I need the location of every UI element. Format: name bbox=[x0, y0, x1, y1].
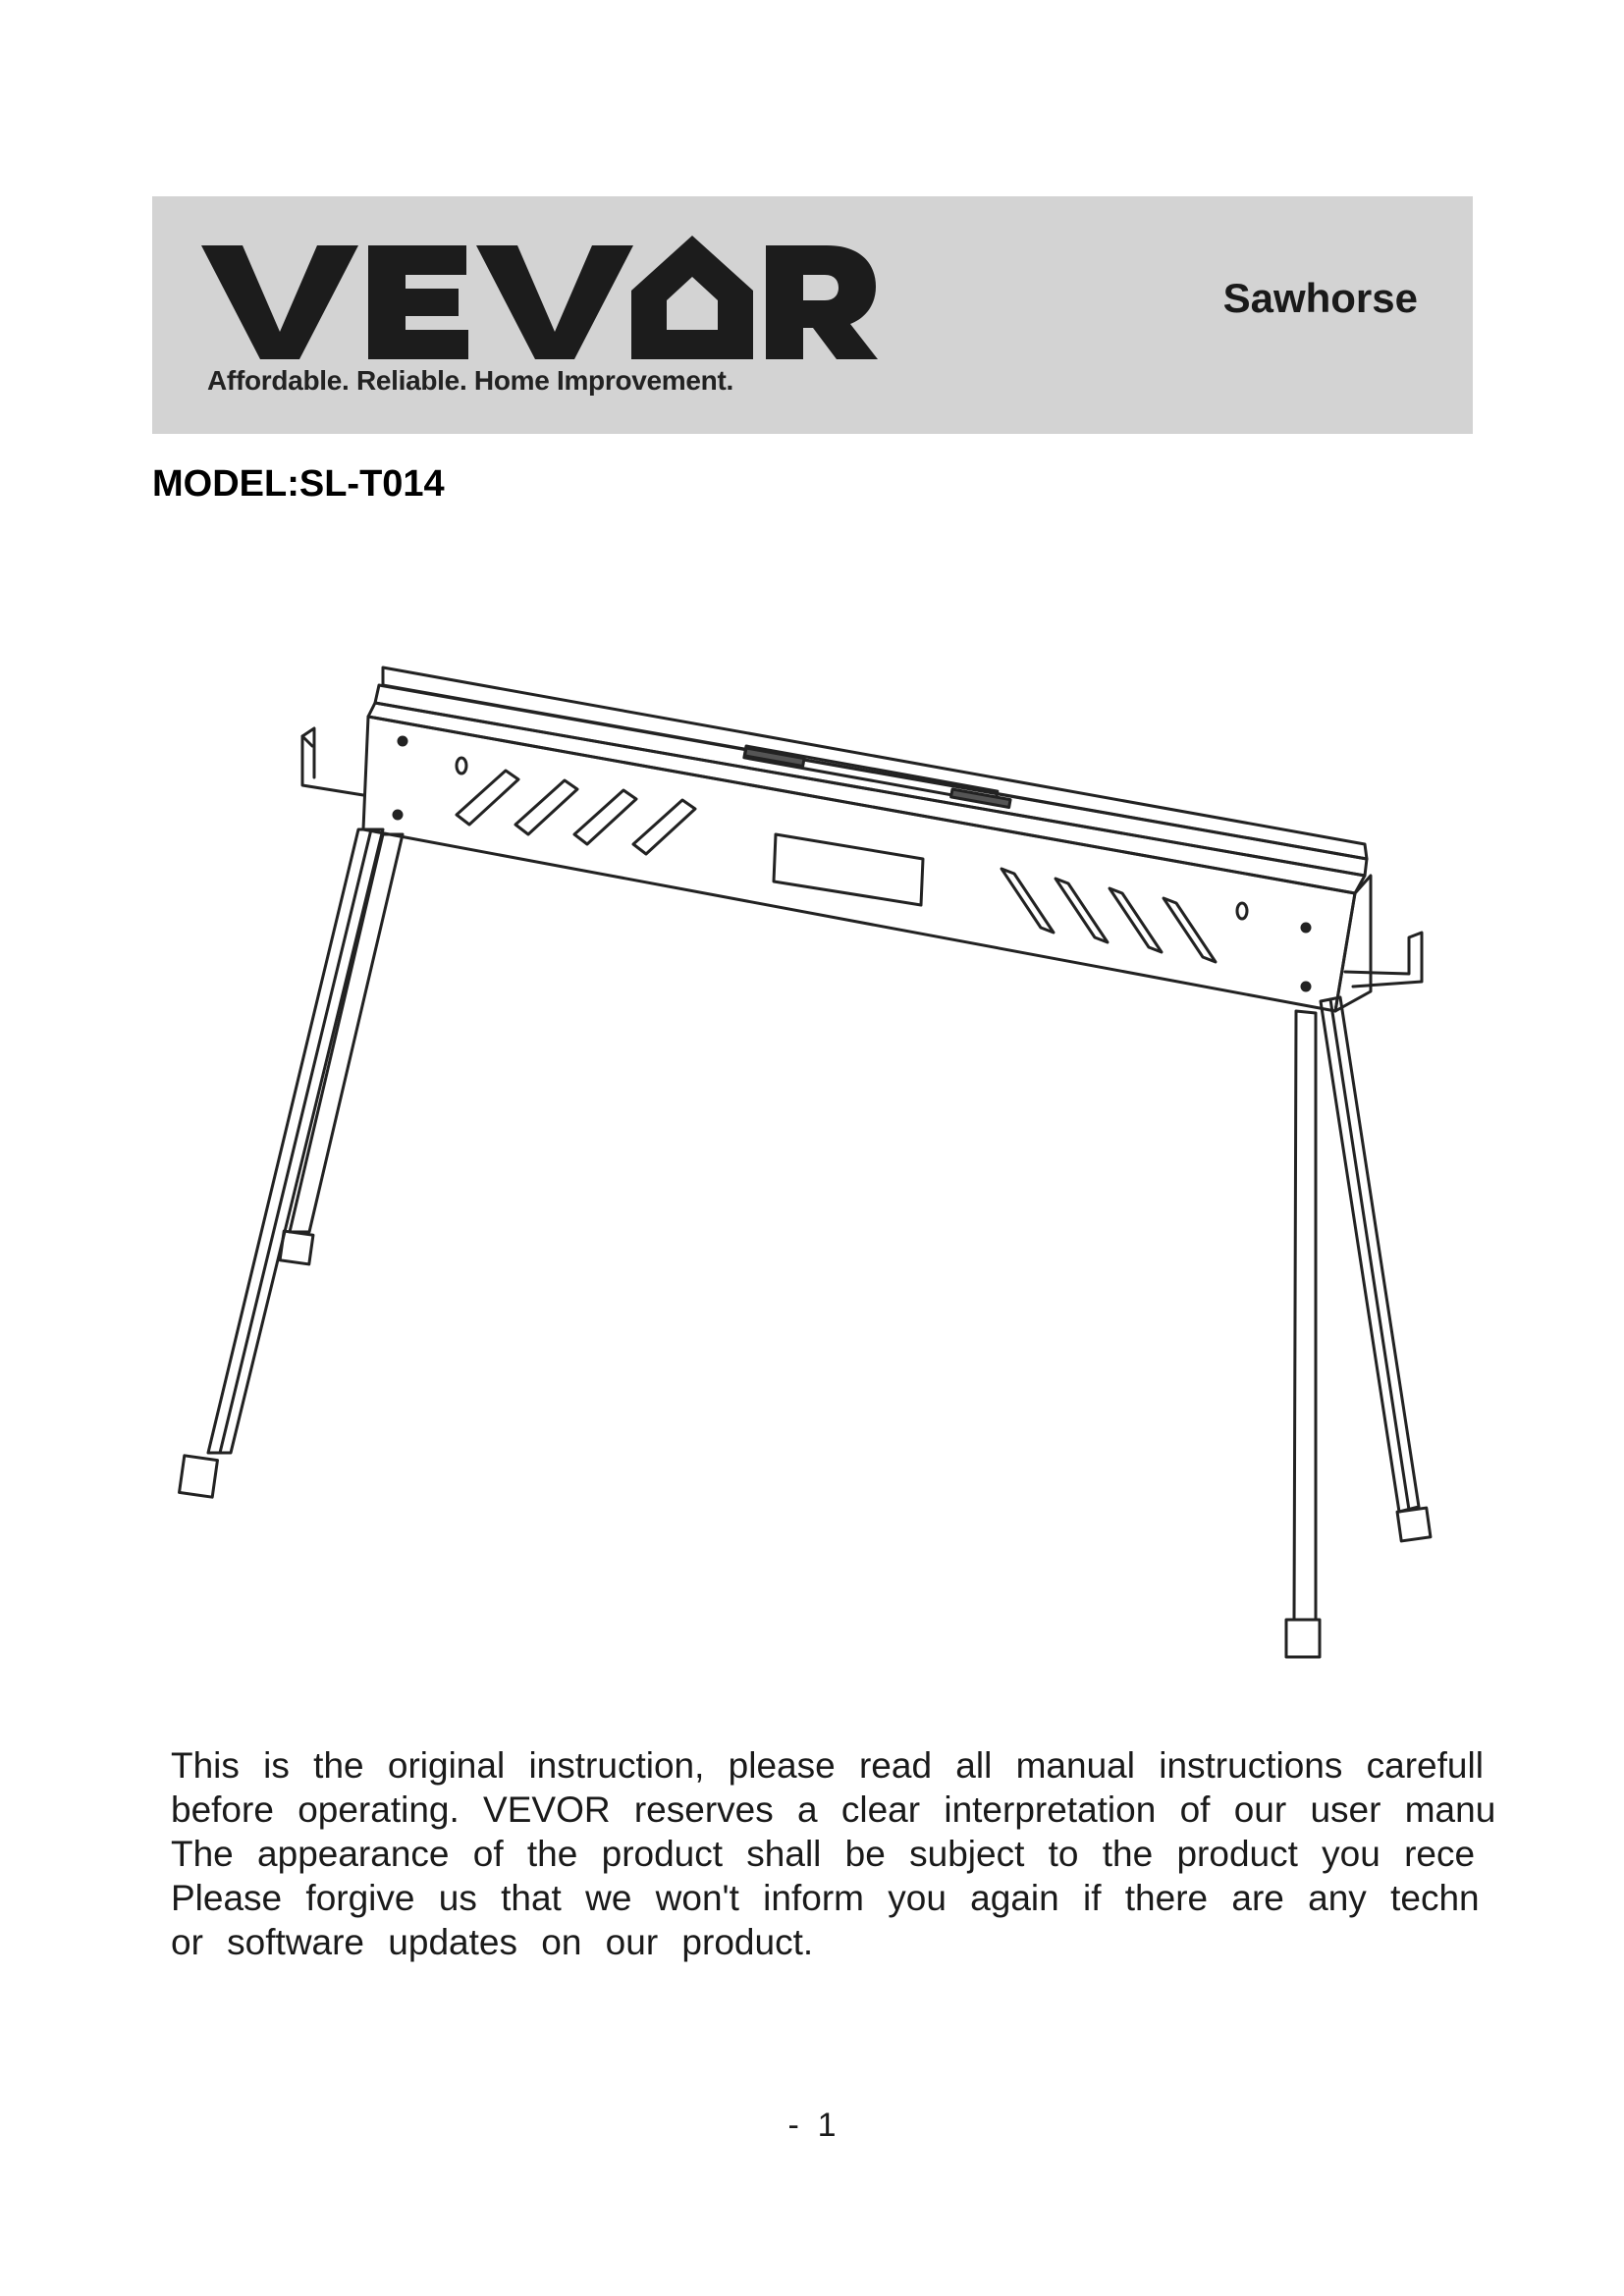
model-label: MODEL:SL-T014 bbox=[152, 463, 445, 505]
header-banner bbox=[152, 196, 1473, 434]
page-number: - 1 bbox=[787, 2107, 837, 2144]
brand-tagline: Affordable. Reliable. Home Improvement. bbox=[207, 365, 733, 396]
intro-text-block bbox=[171, 1737, 1593, 1993]
intro-line: The appearance of the product shall be subject to the product you rece bbox=[171, 1834, 1476, 1874]
product-name: Sawhorse bbox=[1222, 275, 1418, 321]
vevor-logo bbox=[201, 234, 790, 361]
sawhorse-illustration bbox=[167, 648, 1463, 1679]
vevor-logo-r bbox=[766, 234, 884, 361]
intro-line: Please forgive us that we won't inform you again if there are any techn bbox=[171, 1878, 1480, 1918]
intro-line: before operating. VEVOR reserves a clear interpretation of our user manu bbox=[171, 1789, 1496, 1830]
intro-line: or software updates on our product. bbox=[171, 1922, 814, 1962]
intro-line: This is the original instruction, please read all manual instructions carefull bbox=[171, 1745, 1484, 1786]
